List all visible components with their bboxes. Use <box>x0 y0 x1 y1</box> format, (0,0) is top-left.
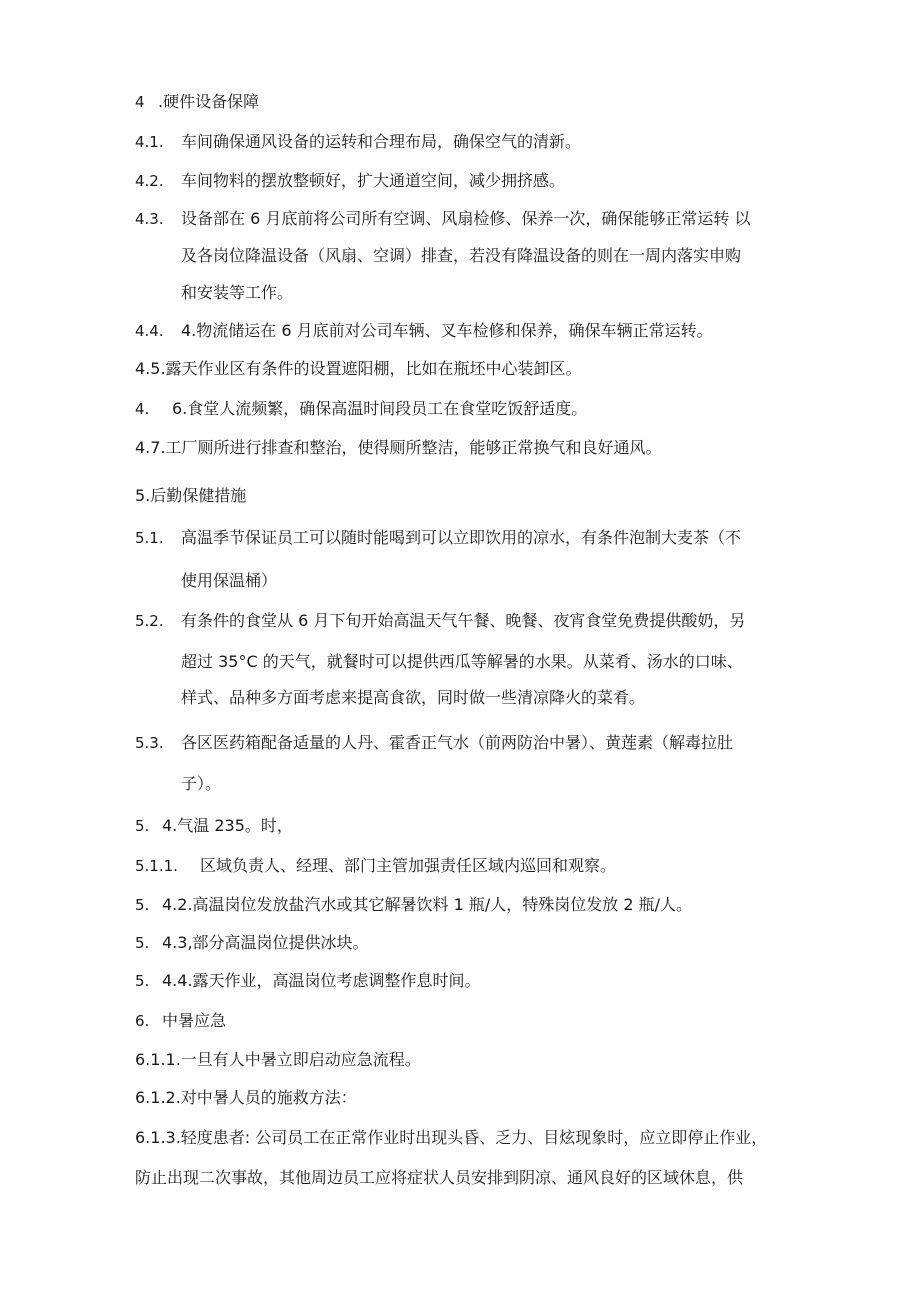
item-number: 4.2. <box>135 172 164 190</box>
paragraph-line: 样式、品种多方面考虑来提高食欲，同时做一些清凉降火的菜肴。 <box>181 688 646 707</box>
paragraph-line: 4.2.高温岗位发放盐汽水或其它解暑饮料 1 瓶/人，特殊岗位发放 2 瓶/人。 <box>162 895 693 914</box>
item-number: 4.4. <box>135 322 164 340</box>
paragraph-line: 4.物流储运在 6 月底前对公司车辆、叉车检修和保养，确保车辆正常运转。 <box>181 321 713 340</box>
paragraph-line: 6.1.1.一旦有人中暑立即启动应急流程。 <box>135 1050 421 1069</box>
item-number: 5.1. <box>135 529 164 547</box>
item-number: 5. <box>135 934 150 952</box>
item-number: 4.1. <box>135 133 164 151</box>
item-number: 5.1.1. <box>135 857 178 875</box>
paragraph-line: 子）。 <box>181 774 222 793</box>
section-heading: 5.后勤保健措施 <box>135 486 247 505</box>
section-heading: .硬件设备保障 <box>158 92 260 111</box>
paragraph-line: 设备部在 6 月底前将公司所有空调、风扇检修、保养一次，确保能够正常运转 以 <box>181 209 751 228</box>
paragraph-line: 超过 35°C 的天气，就餐时可以提供西瓜等解暑的水果。从菜肴、汤水的口味、 <box>181 652 743 671</box>
item-number: 4.3. <box>135 210 164 228</box>
item-number: 5. <box>135 817 150 835</box>
paragraph-line: 及各岗位降温设备（风扇、空调）排查，若没有降温设备的则在一周内落实申购 <box>181 246 742 265</box>
item-number: 4. <box>135 400 150 418</box>
item-number: 5.2. <box>135 612 164 630</box>
paragraph-line: 4.4.露天作业，高温岗位考虑调整作息时间。 <box>162 971 481 990</box>
paragraph-line: 和安装等工作。 <box>181 283 294 302</box>
paragraph-line: 区域负责人、经理、部门主管加强责任区域内巡回和观察。 <box>200 856 617 875</box>
paragraph-line: 4.3,部分高温岗位提供冰块。 <box>162 933 369 952</box>
paragraph-line: 防止出现二次事故，其他周边员工应将症状人员安排到阴凉、通风良好的区域休息，供 <box>135 1168 744 1187</box>
paragraph-line: 车间物料的摆放整顿好，扩大通道空间，减少拥挤感。 <box>181 171 566 190</box>
heading-number: 4 <box>135 93 145 111</box>
paragraph-line: 6.1.3.轻度患者: 公司员工在正常作业时出现头昏、乏力、目炫现象时，应立即停止作业， <box>135 1128 768 1147</box>
heading-number: 6. <box>135 1012 150 1030</box>
paragraph-line: 各区医药箱配备适量的人丹、霍香正气水（前两防治中暑）、黄莲素（解毒拉肚 <box>181 733 734 752</box>
section-heading: 中暑应急 <box>162 1011 227 1030</box>
paragraph-line: 使用保温桶） <box>181 571 278 590</box>
paragraph-line: 有条件的食堂从 6 月下旬开始高温天气午餐、晚餐、夜宵食堂免费提供酸奶，另 <box>181 611 746 630</box>
paragraph-line: 4.5.露天作业区有条件的设置遮阳棚，比如在瓶坯中心装卸区。 <box>135 359 582 378</box>
item-number: 5.3. <box>135 734 164 752</box>
paragraph-line: 6.食堂人流频繁，确保高温时间段员工在食堂吃饭舒适度。 <box>172 399 588 418</box>
paragraph-line: 6.1.2.对中暑人员的施救方法： <box>135 1088 357 1107</box>
paragraph-line: 高温季节保证员工可以随时能喝到可以立即饮用的凉水，有条件泡制大麦茶（不 <box>181 528 742 547</box>
item-number: 5. <box>135 972 150 990</box>
paragraph-line: 车间确保通风设备的运转和合理布局，确保空气的清新。 <box>181 132 582 151</box>
paragraph-line: 4.气温 235。时， <box>162 816 293 835</box>
paragraph-line: 4.7.工厂厕所进行排查和整治，使得厕所整洁，能够正常换气和良好通风。 <box>135 438 662 457</box>
item-number: 5. <box>135 896 150 914</box>
